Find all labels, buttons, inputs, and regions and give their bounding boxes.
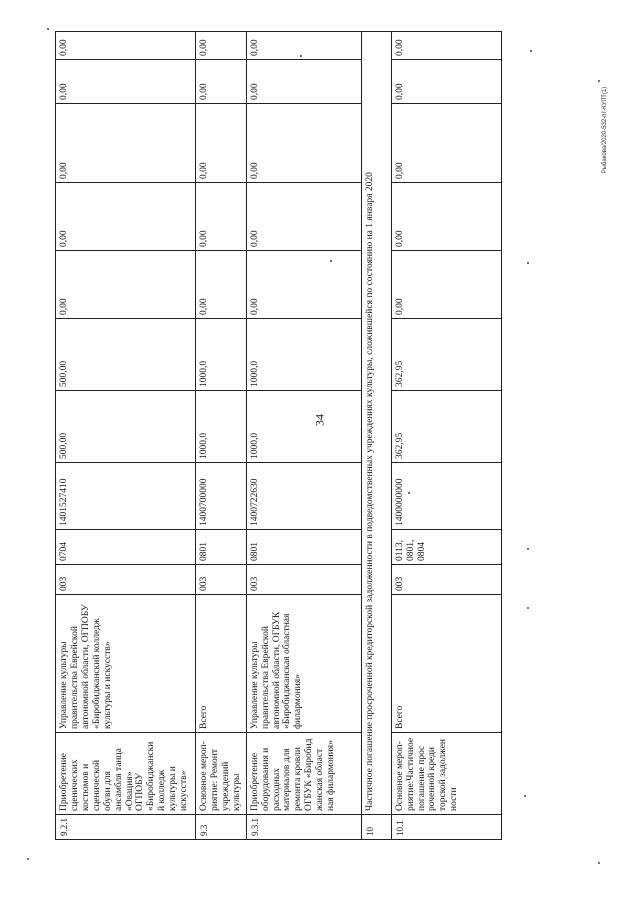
- scan-speck: [527, 548, 529, 550]
- page-number: 34: [312, 414, 327, 426]
- amount-cell: 0,00: [56, 60, 196, 104]
- document-stamp: Рыбакова/2020-532-пт-КУЛТ(1): [602, 86, 608, 174]
- amount-cell: 1000,0: [246, 319, 361, 391]
- table-body: [56, 32, 502, 840]
- table-row: [246, 32, 361, 840]
- target-article-cell: 1400700000: [196, 463, 247, 530]
- amount-cell: 0,00: [56, 183, 196, 251]
- scan-speck: [47, 28, 49, 30]
- row-number-cell: 10.1: [391, 815, 501, 840]
- amount-cell: 0,00: [196, 104, 247, 183]
- scan-speck: [598, 862, 600, 864]
- row-number-cell: 9.3.1: [246, 815, 361, 840]
- amount-cell: 0,00: [56, 32, 196, 60]
- program-table: [55, 31, 502, 840]
- rzpr-code-cell: 0113, 0801, 0804: [391, 530, 501, 565]
- scan-speck: [27, 858, 29, 860]
- amount-cell: 1000,0: [196, 391, 247, 463]
- amount-cell: 0,00: [196, 32, 247, 60]
- target-article-cell: 1401527410: [56, 463, 196, 530]
- scan-speck: [527, 262, 529, 264]
- amount-cell: 500,00: [56, 319, 196, 391]
- amount-cell: 500,00: [56, 391, 196, 463]
- rzpr-code-cell: 0801: [196, 530, 247, 565]
- activity-name-cell: Приобретение оборудования и расходных материалов для ремонта кровли ОГБУК «Биробид жанская област ная филармония»: [246, 733, 361, 815]
- executor-cell: Всего: [391, 595, 501, 733]
- amount-cell: 0,00: [246, 60, 361, 104]
- program-table-frame: [55, 39, 515, 840]
- activity-name-cell: Основное мероп-риятие: Ремонт учреждений культуры: [196, 733, 247, 815]
- activity-name-cell: Приобретение сценических костюмов и сценической обуви для ансамбля танца «Овация» ОГПОБУ «Биробиджански й колледж культуры и искусств»: [56, 733, 196, 815]
- rzpr-code-cell: 0801: [246, 530, 361, 565]
- amount-cell: 0,00: [56, 251, 196, 319]
- amount-cell: 0,00: [246, 251, 361, 319]
- row-number-cell: 9.3: [196, 815, 247, 840]
- executor-cell: Всего: [196, 595, 247, 733]
- amount-cell: 1000,0: [196, 319, 247, 391]
- grbs-code-cell: 003: [196, 565, 247, 595]
- scan-speck: [598, 80, 600, 82]
- executor-cell: Управление культуры правительства Еврейской автономной области, ОГБУК «Биробиджанская областная филармония»: [246, 595, 361, 733]
- grbs-code-cell: 003: [246, 565, 361, 595]
- scan-speck: [530, 50, 532, 52]
- table-row: [196, 32, 247, 840]
- amount-cell: 0,00: [196, 251, 247, 319]
- amount-cell: 0,00: [246, 183, 361, 251]
- table-row: [391, 32, 501, 840]
- row-number-cell: 10: [361, 815, 391, 840]
- target-article-cell: 1400722630: [246, 463, 361, 530]
- executor-cell: Управление культуры правительства Еврейской автономной области, ОГПОБУ «Биробиджанский колледж культуры и искусств»: [56, 595, 196, 733]
- amount-cell: 1000,0: [246, 391, 361, 463]
- amount-cell: 0,00: [196, 183, 247, 251]
- amount-cell: 0,00: [246, 32, 361, 60]
- section-row: [361, 32, 391, 840]
- target-article-cell: 1400000000: [391, 463, 501, 530]
- activity-name-cell: Основное мероп-риятие:Частичное погашение прос роченной креди торской задолжен ности: [391, 733, 501, 815]
- amount-cell: 362,95: [391, 319, 501, 391]
- amount-cell: 0,00: [391, 183, 501, 251]
- scan-speck: [524, 795, 526, 797]
- amount-cell: 0,00: [56, 104, 196, 183]
- amount-cell: 0,00: [391, 60, 501, 104]
- amount-cell: 0,00: [196, 60, 247, 104]
- amount-cell: 362,95: [391, 391, 501, 463]
- amount-cell: 0,00: [391, 104, 501, 183]
- grbs-code-cell: 003: [391, 565, 501, 595]
- amount-cell: 0,00: [391, 251, 501, 319]
- section-title-cell: Частичное погашение просроченной кредиторской задолженности в подведомственных учреждениях культуры, сложившейся по состоянию на 1 января 2020: [361, 32, 391, 815]
- scan-speck: [527, 607, 529, 609]
- row-number-cell: 9.2.1: [56, 815, 196, 840]
- rzpr-code-cell: 0704: [56, 530, 196, 565]
- table-row: [56, 32, 196, 840]
- amount-cell: 0,00: [246, 104, 361, 183]
- amount-cell: 0,00: [391, 32, 501, 60]
- grbs-code-cell: 003: [56, 565, 196, 595]
